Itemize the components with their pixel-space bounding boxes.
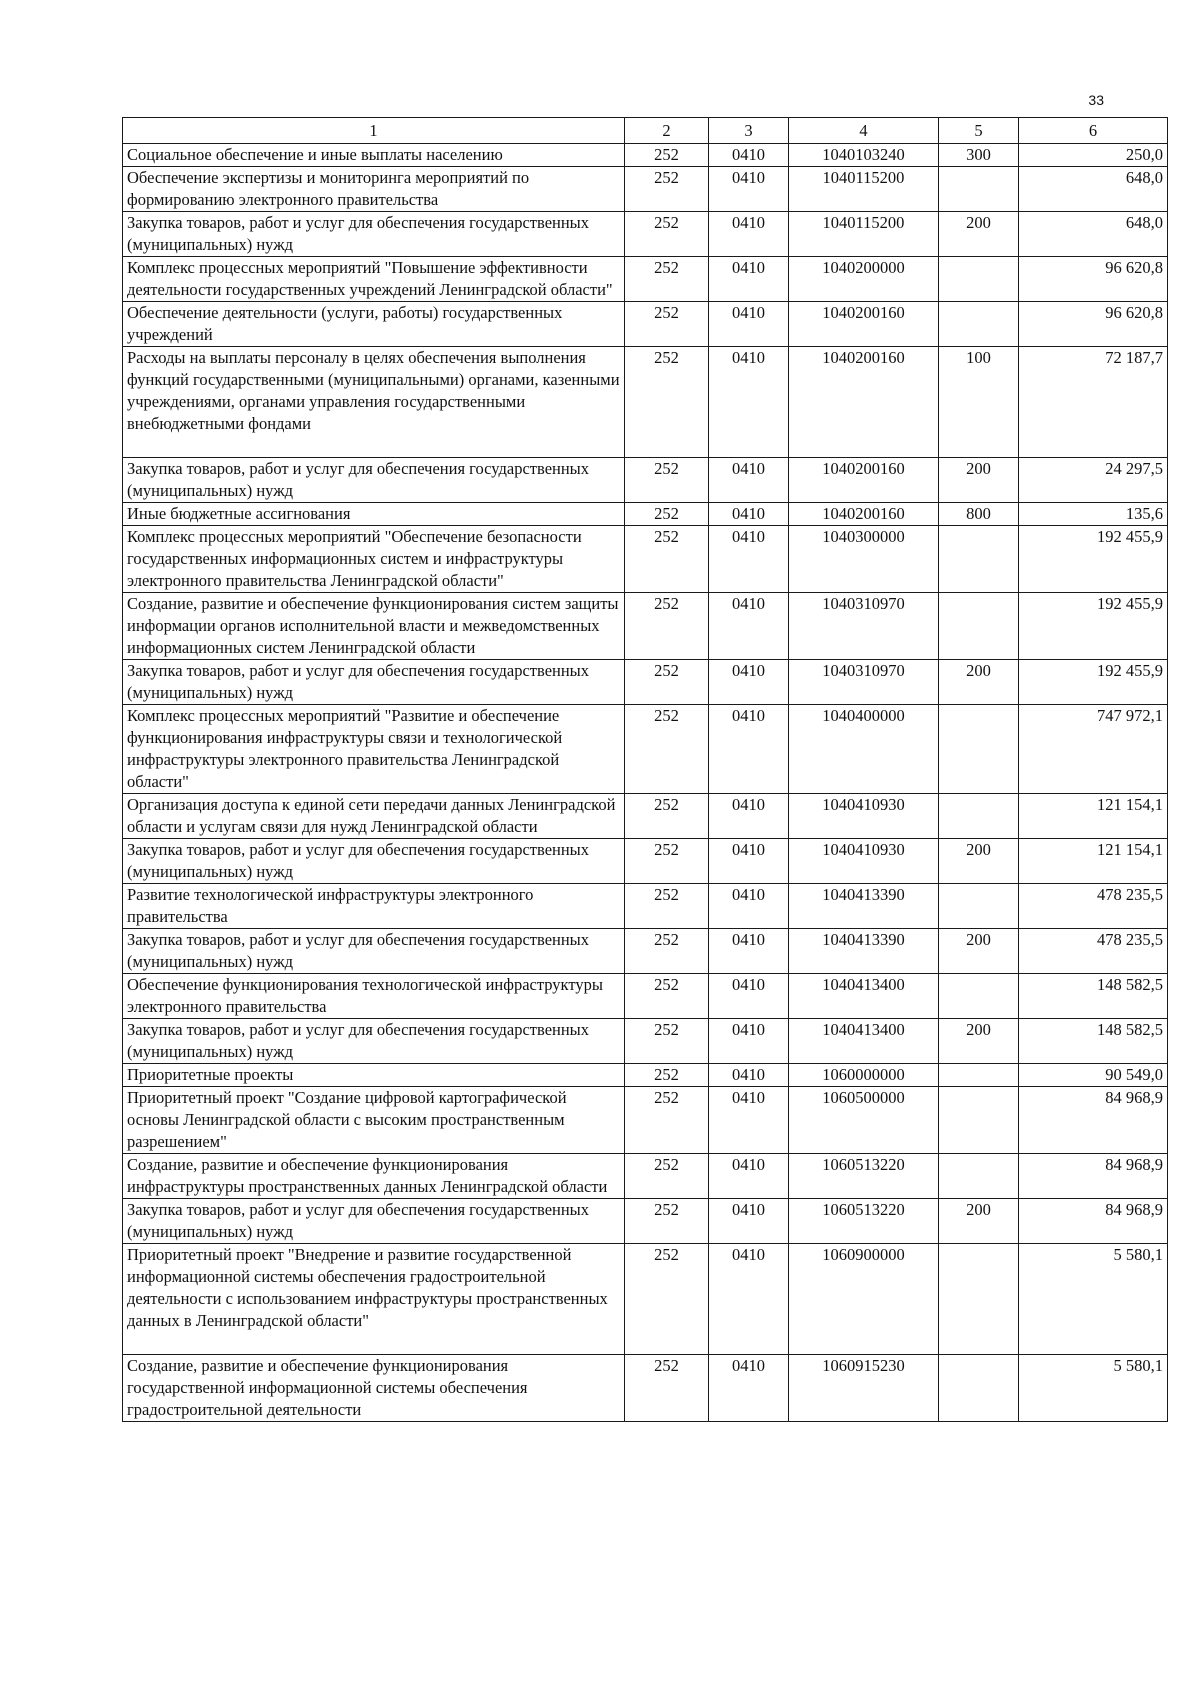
row-target-article-cell: 1040200160: [789, 458, 939, 503]
row-amount-cell: 478 235,5: [1019, 929, 1168, 974]
row-code-cell: 252: [625, 794, 709, 839]
row-code-cell: 252: [625, 347, 709, 458]
row-amount-cell: 192 455,9: [1019, 526, 1168, 593]
row-target-article-cell: 1040413390: [789, 884, 939, 929]
row-expense-type-cell: 200: [939, 929, 1019, 974]
row-section-cell: 0410: [709, 593, 789, 660]
row-expense-type-cell: 200: [939, 458, 1019, 503]
row-name-cell: Комплекс процессных мероприятий "Повышение эффективности деятельности государственных учреждений Ленинградской области": [123, 257, 625, 302]
table-row: [123, 1087, 1168, 1154]
row-amount-cell: 24 297,5: [1019, 458, 1168, 503]
column-header: 3: [709, 118, 789, 144]
row-expense-type-cell: [939, 302, 1019, 347]
table-row: [123, 144, 1168, 167]
table-row: [123, 705, 1168, 794]
row-expense-type-cell: [939, 593, 1019, 660]
row-expense-type-cell: 200: [939, 1199, 1019, 1244]
row-code-cell: 252: [625, 1019, 709, 1064]
row-code-cell: 252: [625, 884, 709, 929]
table-header-row: [123, 118, 1168, 144]
row-expense-type-cell: 100: [939, 347, 1019, 458]
row-name-cell: Создание, развитие и обеспечение функционирования государственной информационной системы обеспечения градостроительной деятельности: [123, 1355, 625, 1422]
row-target-article-cell: 1060513220: [789, 1154, 939, 1199]
row-name-cell: Комплекс процессных мероприятий "Развитие и обеспечение функционирования инфраструктуры связи и технологической инфраструктуры электронного правительства Ленинградской области": [123, 705, 625, 794]
row-section-cell: 0410: [709, 1064, 789, 1087]
row-code-cell: 252: [625, 593, 709, 660]
row-section-cell: 0410: [709, 794, 789, 839]
row-name-cell: Социальное обеспечение и иные выплаты населению: [123, 144, 625, 167]
row-code-cell: 252: [625, 302, 709, 347]
table-row: [123, 167, 1168, 212]
row-name-cell: Закупка товаров, работ и услуг для обеспечения государственных (муниципальных) нужд: [123, 929, 625, 974]
row-code-cell: 252: [625, 503, 709, 526]
row-amount-cell: 148 582,5: [1019, 1019, 1168, 1064]
row-expense-type-cell: 800: [939, 503, 1019, 526]
row-amount-cell: 84 968,9: [1019, 1199, 1168, 1244]
row-expense-type-cell: 200: [939, 660, 1019, 705]
row-amount-cell: 648,0: [1019, 167, 1168, 212]
row-amount-cell: 90 549,0: [1019, 1064, 1168, 1087]
row-amount-cell: 747 972,1: [1019, 705, 1168, 794]
row-amount-cell: 192 455,9: [1019, 660, 1168, 705]
row-code-cell: 252: [625, 1154, 709, 1199]
table-row: [123, 1154, 1168, 1199]
row-section-cell: 0410: [709, 974, 789, 1019]
row-target-article-cell: 1040115200: [789, 212, 939, 257]
row-section-cell: 0410: [709, 1154, 789, 1199]
table-row: [123, 660, 1168, 705]
row-section-cell: 0410: [709, 144, 789, 167]
row-target-article-cell: 1040413400: [789, 974, 939, 1019]
row-expense-type-cell: [939, 884, 1019, 929]
row-code-cell: 252: [625, 458, 709, 503]
row-expense-type-cell: 200: [939, 839, 1019, 884]
row-target-article-cell: 1060900000: [789, 1244, 939, 1355]
table-row: [123, 1064, 1168, 1087]
row-amount-cell: 5 580,1: [1019, 1355, 1168, 1422]
row-code-cell: 252: [625, 1244, 709, 1355]
row-section-cell: 0410: [709, 167, 789, 212]
row-target-article-cell: 1040413390: [789, 929, 939, 974]
row-amount-cell: 84 968,9: [1019, 1154, 1168, 1199]
row-code-cell: 252: [625, 929, 709, 974]
row-code-cell: 252: [625, 526, 709, 593]
table-row: [123, 302, 1168, 347]
table-row: [123, 794, 1168, 839]
row-target-article-cell: 1060513220: [789, 1199, 939, 1244]
row-code-cell: 252: [625, 974, 709, 1019]
row-name-cell: Закупка товаров, работ и услуг для обеспечения государственных (муниципальных) нужд: [123, 458, 625, 503]
table-row: [123, 929, 1168, 974]
row-name-cell: Иные бюджетные ассигнования: [123, 503, 625, 526]
row-code-cell: 252: [625, 167, 709, 212]
row-code-cell: 252: [625, 257, 709, 302]
row-section-cell: 0410: [709, 884, 789, 929]
column-header: 1: [123, 118, 625, 144]
row-name-cell: Приоритетный проект "Внедрение и развитие государственной информационной системы обеспечения градостроительной деятельности с использованием инфраструктуры пространственных данных в Ленинградской области": [123, 1244, 625, 1355]
row-expense-type-cell: 200: [939, 1019, 1019, 1064]
row-expense-type-cell: [939, 1154, 1019, 1199]
table-row: [123, 974, 1168, 1019]
row-name-cell: Создание, развитие и обеспечение функционирования инфраструктуры пространственных данных Ленинградской области: [123, 1154, 625, 1199]
row-section-cell: 0410: [709, 347, 789, 458]
row-amount-cell: 96 620,8: [1019, 302, 1168, 347]
column-header: 6: [1019, 118, 1168, 144]
row-section-cell: 0410: [709, 1355, 789, 1422]
row-name-cell: Закупка товаров, работ и услуг для обеспечения государственных (муниципальных) нужд: [123, 1019, 625, 1064]
row-target-article-cell: 1040200000: [789, 257, 939, 302]
row-name-cell: Приоритетные проекты: [123, 1064, 625, 1087]
row-name-cell: Обеспечение функционирования технологической инфраструктуры электронного правительства: [123, 974, 625, 1019]
row-code-cell: 252: [625, 705, 709, 794]
row-section-cell: 0410: [709, 1244, 789, 1355]
row-section-cell: 0410: [709, 660, 789, 705]
row-code-cell: 252: [625, 144, 709, 167]
row-name-cell: Обеспечение экспертизы и мониторинга мероприятий по формированию электронного правительства: [123, 167, 625, 212]
row-amount-cell: 84 968,9: [1019, 1087, 1168, 1154]
row-expense-type-cell: [939, 1064, 1019, 1087]
row-expense-type-cell: [939, 705, 1019, 794]
column-header: 5: [939, 118, 1019, 144]
row-target-article-cell: 1060000000: [789, 1064, 939, 1087]
row-code-cell: 252: [625, 1064, 709, 1087]
row-amount-cell: 96 620,8: [1019, 257, 1168, 302]
column-header: 2: [625, 118, 709, 144]
row-target-article-cell: 1040410930: [789, 839, 939, 884]
row-name-cell: Обеспечение деятельности (услуги, работы) государственных учреждений: [123, 302, 625, 347]
row-target-article-cell: 1040200160: [789, 302, 939, 347]
table-row: [123, 347, 1168, 458]
page-number: 33: [1088, 92, 1104, 108]
row-amount-cell: 121 154,1: [1019, 794, 1168, 839]
row-section-cell: 0410: [709, 1199, 789, 1244]
row-amount-cell: 72 187,7: [1019, 347, 1168, 458]
row-name-cell: Комплекс процессных мероприятий "Обеспечение безопасности государственных информационных систем и инфраструктуры электронного правительства Ленинградской области": [123, 526, 625, 593]
table-row: [123, 1019, 1168, 1064]
row-section-cell: 0410: [709, 257, 789, 302]
table-row: [123, 257, 1168, 302]
table-row: [123, 839, 1168, 884]
row-amount-cell: 5 580,1: [1019, 1244, 1168, 1355]
table-row: [123, 884, 1168, 929]
row-target-article-cell: 1060915230: [789, 1355, 939, 1422]
row-target-article-cell: 1040410930: [789, 794, 939, 839]
row-expense-type-cell: [939, 1087, 1019, 1154]
row-target-article-cell: 1040400000: [789, 705, 939, 794]
table-row: [123, 458, 1168, 503]
row-section-cell: 0410: [709, 503, 789, 526]
row-code-cell: 252: [625, 1087, 709, 1154]
row-target-article-cell: 1040200160: [789, 347, 939, 458]
row-name-cell: Развитие технологической инфраструктуры электронного правительства: [123, 884, 625, 929]
row-target-article-cell: 1040103240: [789, 144, 939, 167]
row-expense-type-cell: 200: [939, 212, 1019, 257]
table-row: [123, 503, 1168, 526]
table-row: [123, 1244, 1168, 1355]
row-target-article-cell: 1040413400: [789, 1019, 939, 1064]
row-name-cell: Приоритетный проект "Создание цифровой картографической основы Ленинградской области с высоким пространственным разрешением": [123, 1087, 625, 1154]
row-amount-cell: 135,6: [1019, 503, 1168, 526]
row-section-cell: 0410: [709, 839, 789, 884]
table-row: [123, 526, 1168, 593]
row-section-cell: 0410: [709, 212, 789, 257]
table-body: [123, 144, 1168, 1422]
row-expense-type-cell: [939, 167, 1019, 212]
row-target-article-cell: 1040115200: [789, 167, 939, 212]
budget-table: [122, 117, 1168, 1422]
row-amount-cell: 148 582,5: [1019, 974, 1168, 1019]
row-amount-cell: 121 154,1: [1019, 839, 1168, 884]
row-section-cell: 0410: [709, 526, 789, 593]
row-section-cell: 0410: [709, 1087, 789, 1154]
row-name-cell: Расходы на выплаты персоналу в целях обеспечения выполнения функций государственными (муниципальными) органами, казенными учреждениями, органами управления государственными внебюджетными фондами: [123, 347, 625, 458]
row-expense-type-cell: [939, 1244, 1019, 1355]
row-expense-type-cell: [939, 794, 1019, 839]
row-target-article-cell: 1060500000: [789, 1087, 939, 1154]
row-expense-type-cell: [939, 974, 1019, 1019]
row-code-cell: 252: [625, 660, 709, 705]
row-name-cell: Закупка товаров, работ и услуг для обеспечения государственных (муниципальных) нужд: [123, 660, 625, 705]
table-row: [123, 212, 1168, 257]
row-code-cell: 252: [625, 1199, 709, 1244]
row-expense-type-cell: [939, 1355, 1019, 1422]
table-row: [123, 593, 1168, 660]
row-expense-type-cell: 300: [939, 144, 1019, 167]
row-target-article-cell: 1040300000: [789, 526, 939, 593]
row-name-cell: Создание, развитие и обеспечение функционирования систем защиты информации органов исполнительной власти и межведомственных информационных систем Ленинградской области: [123, 593, 625, 660]
row-section-cell: 0410: [709, 929, 789, 974]
row-section-cell: 0410: [709, 1019, 789, 1064]
column-header: 4: [789, 118, 939, 144]
row-expense-type-cell: [939, 526, 1019, 593]
row-code-cell: 252: [625, 839, 709, 884]
row-name-cell: Закупка товаров, работ и услуг для обеспечения государственных (муниципальных) нужд: [123, 839, 625, 884]
row-amount-cell: 192 455,9: [1019, 593, 1168, 660]
row-amount-cell: 478 235,5: [1019, 884, 1168, 929]
row-section-cell: 0410: [709, 302, 789, 347]
row-code-cell: 252: [625, 1355, 709, 1422]
row-name-cell: Организация доступа к единой сети передачи данных Ленинградской области и услугам связи для нужд Ленинградской области: [123, 794, 625, 839]
row-target-article-cell: 1040310970: [789, 593, 939, 660]
row-amount-cell: 648,0: [1019, 212, 1168, 257]
row-amount-cell: 250,0: [1019, 144, 1168, 167]
row-name-cell: Закупка товаров, работ и услуг для обеспечения государственных (муниципальных) нужд: [123, 212, 625, 257]
row-target-article-cell: 1040200160: [789, 503, 939, 526]
table-row: [123, 1355, 1168, 1422]
row-code-cell: 252: [625, 212, 709, 257]
row-section-cell: 0410: [709, 705, 789, 794]
table-row: [123, 1199, 1168, 1244]
row-section-cell: 0410: [709, 458, 789, 503]
row-name-cell: Закупка товаров, работ и услуг для обеспечения государственных (муниципальных) нужд: [123, 1199, 625, 1244]
row-target-article-cell: 1040310970: [789, 660, 939, 705]
row-expense-type-cell: [939, 257, 1019, 302]
